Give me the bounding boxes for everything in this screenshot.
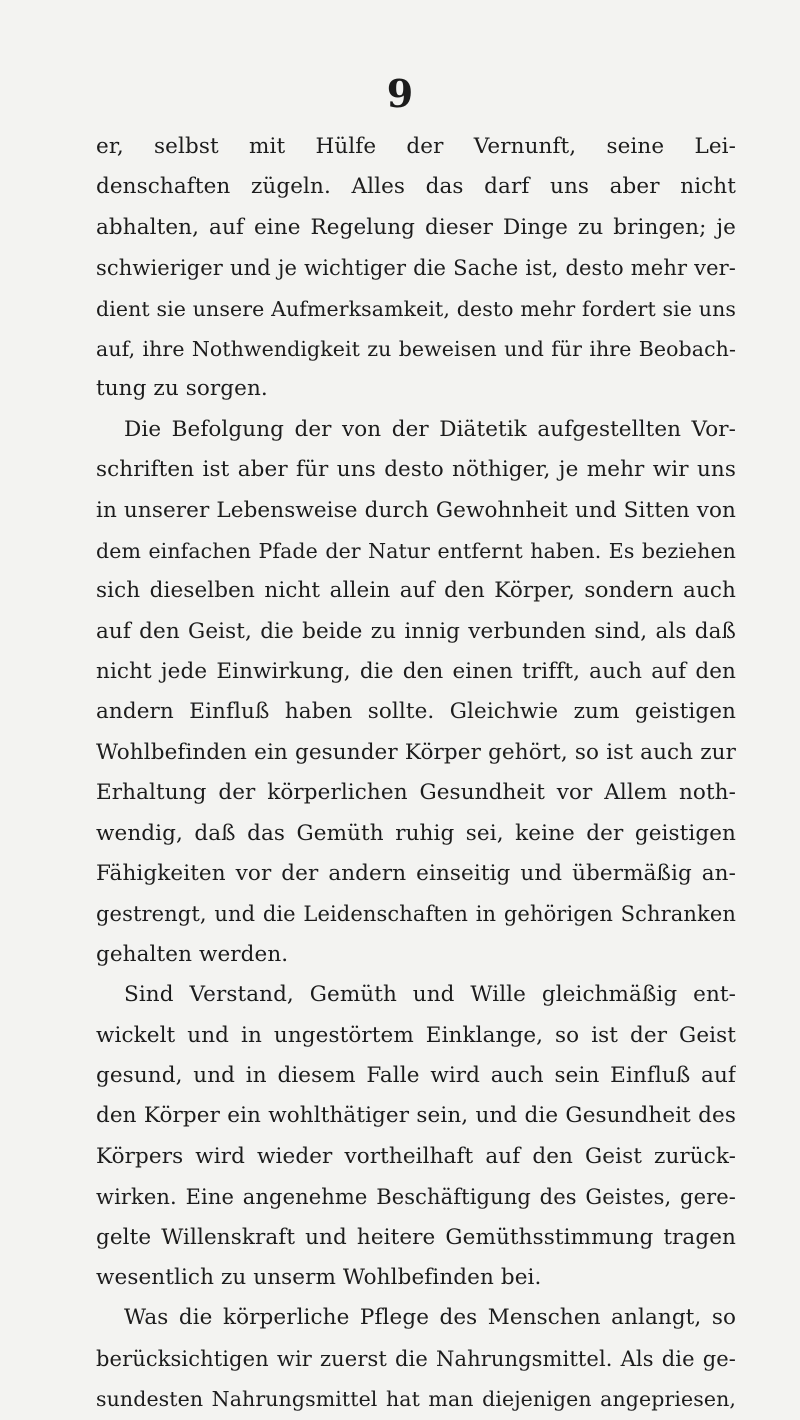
text-line: dem einfachen Pfade der Natur entfernt haben. Es beziehen — [96, 538, 736, 563]
text-line: wesentlich zu unserm Wohlbefinden bei. — [96, 1264, 542, 1290]
text-line: nicht jede Einwirkung, die den einen trifft, auch auf den — [96, 659, 736, 685]
text-line: in unserer Lebensweise durch Gewohnheit und Sitten von — [96, 497, 736, 523]
text-line: wendig, daß das Gemüth ruhig sei, keine der geistigen — [96, 820, 736, 846]
text-line: wickelt und in ungestörtem Einklange, so ist der Geist — [96, 1022, 736, 1048]
text-line: sundesten Nahrungsmittel hat man diejenigen angepriesen, — [96, 1387, 736, 1412]
paragraph-first-line: Sind Verstand, Gemüth und Wille gleichmäßig ent- — [124, 982, 736, 1008]
paragraph-first-line: Was die körperliche Pflege des Menschen anlangt, so — [124, 1305, 736, 1331]
text-line: Erhaltung der körperlichen Gesundheit vor Allem noth- — [96, 780, 736, 806]
text-line: Wohlbefinden ein gesunder Körper gehört, so ist auch zur — [96, 739, 736, 765]
text-line: Fähigkeiten vor der andern einseitig und übermäßig an- — [96, 861, 736, 887]
text-line: gestrengt, und die Leidenschaften in gehörigen Schranken — [96, 902, 736, 927]
body-text — [96, 127, 736, 1420]
text-line: dient sie unsere Aufmerksamkeit, desto mehr fordert sie uns — [96, 296, 736, 321]
text-line: sich dieselben nicht allein auf den Körper, sondern auch — [96, 578, 736, 604]
text-line: tung zu sorgen. — [96, 376, 268, 402]
text-line: auf den Geist, die beide zu innig verbunden sind, als daß — [96, 618, 736, 644]
text-line: gehalten werden. — [96, 941, 289, 967]
text-line: wirken. Eine angenehme Beschäftigung des Geistes, gere- — [96, 1185, 736, 1210]
page-number: 9 — [386, 71, 414, 116]
text-line: denschaften zügeln. Alles das darf uns aber nicht — [96, 174, 736, 200]
text-line: gesund, und in diesem Falle wird auch sein Einfluß auf — [96, 1062, 736, 1088]
paragraph-first-line: Die Befolgung der von der Diätetik aufgestellten Vor- — [124, 416, 736, 442]
text-line: berücksichtigen wir zuerst die Nahrungsmittel. Als die ge- — [96, 1346, 736, 1371]
text-line: andern Einfluß haben sollte. Gleichwie zum geistigen — [96, 699, 736, 725]
text-line: auf, ihre Nothwendigkeit zu beweisen und für ihre Beobach- — [96, 336, 736, 361]
text-line: den Körper ein wohlthätiger sein, und die Gesundheit des — [96, 1103, 736, 1129]
text-line: er, selbst mit Hülfe der Vernunft, seine Lei- — [96, 134, 736, 159]
text-line: schriften ist aber für uns desto nöthiger, je mehr wir uns — [96, 457, 736, 483]
text-line: Körpers wird wieder vortheilhaft auf den Geist zurück- — [96, 1143, 736, 1169]
text-line: schwieriger und je wichtiger die Sache ist, desto mehr ver- — [96, 256, 736, 281]
text-line: gelte Willenskraft und heitere Gemüthsstimmung tragen — [96, 1224, 736, 1250]
text-line: abhalten, auf eine Regelung dieser Dinge zu bringen; je — [96, 214, 736, 240]
